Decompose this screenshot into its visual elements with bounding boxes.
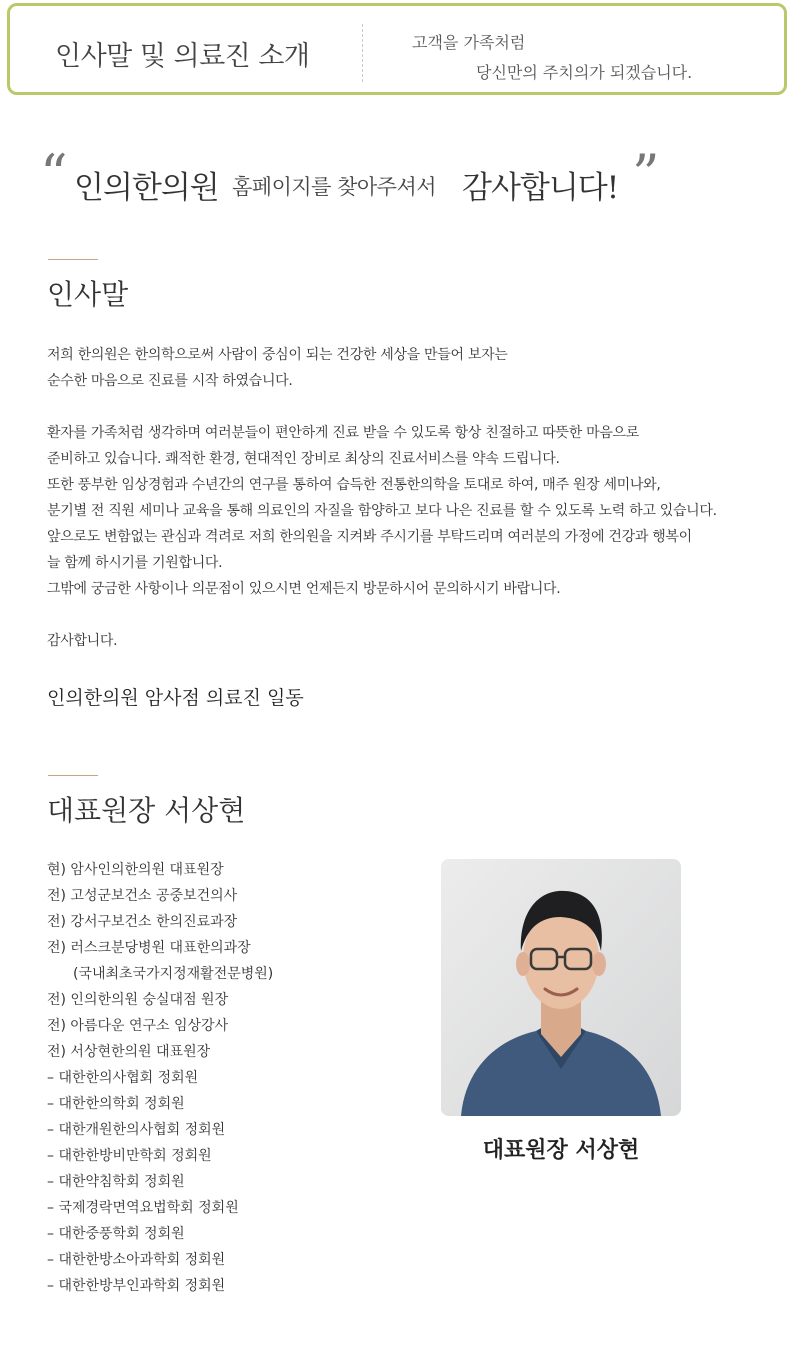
membership-item: – 국제경락면역요법학회 정회원: [47, 1200, 239, 1216]
intro-line: 준비하고 있습니다. 쾌적한 환경, 현대적인 장비로 최상의 진료서비스를 약속 드립니다.: [47, 451, 560, 467]
header-slogan-line1: 고객을 가족처럼: [412, 33, 526, 52]
header-divider: [362, 24, 363, 82]
membership-item: – 대한한방부인과학회 정회원: [47, 1278, 226, 1294]
career-item-note: (국내최초국가지정재활전문병원): [73, 966, 274, 982]
header-slogan-line2: 당신만의 주치의가 되겠습니다.: [476, 63, 693, 82]
career-item: 현) 암사인의한의원 대표원장: [47, 862, 224, 878]
career-item: 전) 강서구보건소 한의진료과장: [47, 914, 238, 930]
career-item: 전) 인의한의원 숭실대점 원장: [47, 992, 229, 1008]
membership-item: – 대한약침학회 정회원: [47, 1174, 185, 1190]
intro-closing: [47, 628, 777, 654]
membership-item: – 대한개원한의사협회 정회원: [47, 1122, 226, 1138]
career-item: 전) 러스크분당병원 대표한의과장: [47, 940, 251, 956]
career-item: 전) 아름다운 연구소 임상강사: [47, 1018, 229, 1034]
intro-signature: 인의한의원 암사점 의료진 일동: [47, 687, 304, 709]
intro-accent-line: [48, 259, 98, 260]
intro-line: 저희 한의원은 한의학으로써 사람이 중심이 되는 건강한 세상을 만들어 보자는: [47, 347, 508, 363]
career-item: 전) 고성군보건소 공중보건의사: [47, 888, 238, 904]
membership-item: – 대한한방비만학회 정회원: [47, 1148, 212, 1164]
open-quote-icon: “: [40, 143, 68, 206]
intro-line: 순수한 마음으로 진료를 시작 하였습니다.: [47, 373, 293, 389]
intro-line: 환자를 가족처럼 생각하며 여러분들이 편안하게 진료 받을 수 있도록 항상 친절하고 따뜻한 마음으로: [47, 425, 639, 441]
greeting-thanks: 감사합니다!: [462, 170, 619, 206]
director-career-list: [47, 857, 273, 1299]
greeting-clinic-name: 인의한의원: [74, 170, 219, 206]
career-item: 전) 서상현한의원 대표원장: [47, 1044, 211, 1060]
membership-item: – 대한한의사협회 정회원: [47, 1070, 199, 1086]
intro-line: 앞으로도 변함없는 관심과 격려로 저희 한의원을 지켜봐 주시기를 부탁드리며 여러분의 가정에 건강과 행복이: [47, 529, 692, 545]
page-header-box: [7, 3, 787, 95]
page-title: 인사말 및 의료진 소개: [55, 41, 310, 72]
director-portrait-illustration: [441, 859, 681, 1116]
greeting-banner: [40, 143, 780, 218]
membership-item: – 대한한의학회 정회원: [47, 1096, 185, 1112]
intro-closing-text: 감사합니다.: [47, 633, 118, 649]
intro-line: 늘 함께 하시기를 기원합니다.: [47, 555, 223, 571]
intro-line: 또한 풍부한 임상경험과 수년간의 연구를 통하여 습득한 전통한의학을 토대로 하여, 매주 원장 세미나와,: [47, 477, 661, 493]
membership-item: – 대한한방소아과학회 정회원: [47, 1252, 226, 1268]
intro-paragraph-1: [47, 342, 777, 394]
intro-line: 그밖에 궁금한 사항이나 의문점이 있으시면 언제든지 방문하시어 문의하시기 바랍니다.: [47, 581, 561, 597]
director-photo-caption: 대표원장 서상현: [482, 1137, 640, 1163]
director-photo: [441, 859, 681, 1116]
intro-paragraph-2: [47, 420, 777, 602]
close-quote-icon: ”: [632, 143, 660, 206]
greeting-middle-text: 홈페이지를 찾아주셔서: [232, 175, 437, 199]
director-title: 대표원장 서상현: [47, 794, 246, 827]
membership-item: – 대한중풍학회 정회원: [47, 1226, 185, 1242]
intro-title: 인사말: [47, 278, 129, 311]
director-accent-line: [48, 775, 98, 776]
intro-line: 분기별 전 직원 세미나 교육을 통해 의료인의 자질을 함양하고 보다 나은 진료를 할 수 있도록 노력 하고 있습니다.: [47, 503, 717, 519]
